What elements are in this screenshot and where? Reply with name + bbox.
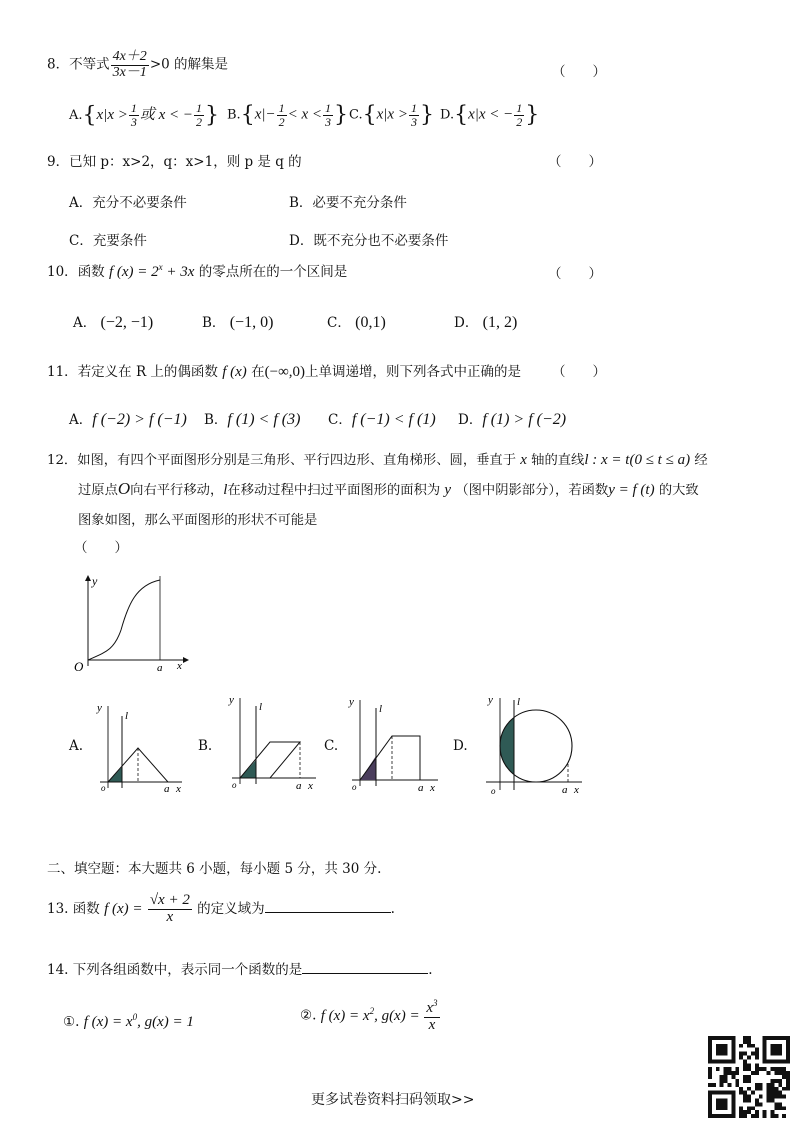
superscript: 0	[132, 1012, 138, 1022]
fraction-denominator: x	[166, 908, 174, 925]
option-letter: B.	[227, 107, 241, 123]
l-label: l	[379, 703, 383, 715]
option-letter: C．	[327, 315, 351, 331]
option-c: C．充要条件	[69, 233, 147, 249]
question-number: 11．	[47, 364, 78, 380]
fraction	[277, 102, 287, 128]
function-expression: f (x) =	[104, 900, 143, 917]
option-letter: A．	[73, 315, 97, 331]
option-c	[328, 408, 436, 429]
x-label: x	[574, 784, 579, 796]
fraction-numerator: 4x＋2	[112, 49, 147, 64]
answer-paren: （ ）	[548, 154, 602, 170]
stem-text: >0 的解集是	[149, 56, 229, 73]
option-letter: D．	[458, 412, 483, 428]
question-number: 13.	[47, 900, 69, 917]
origin-label: o	[491, 786, 496, 796]
function-curve	[88, 580, 160, 660]
q14-item-2	[300, 999, 441, 1034]
question-10-stem	[47, 260, 347, 281]
fraction-numerator: √x + 2	[149, 892, 190, 908]
l-label: l	[125, 710, 129, 722]
question-13	[47, 893, 395, 926]
option-a: A.{x|x > $\frac{1}{3}$ 或 x < − $\frac{1}{2}$ }	[69, 101, 219, 129]
fraction-denominator: 2	[516, 114, 523, 129]
fraction-denominator: 3	[130, 114, 137, 129]
option-letter: A．	[69, 412, 93, 428]
fraction-denominator: 3	[410, 114, 417, 129]
option-d	[454, 311, 517, 332]
fraction	[409, 102, 419, 128]
option-letter: C.	[349, 107, 363, 123]
stem-text: 轴的直线	[531, 453, 585, 468]
section-heading: 二、填空题：本大题共 6 小题，每小题 5 分，共 30 分.	[47, 861, 382, 877]
fraction	[111, 50, 149, 80]
y-label: y	[92, 574, 98, 588]
option-letter: B．	[204, 412, 228, 428]
option-math: (1, 2)	[482, 314, 518, 331]
stem-text: 如图，有四个平面图形分别是三角形、平行四边形、直角梯形、圆，垂直于	[77, 453, 517, 468]
question-number: 8．	[47, 56, 70, 73]
l-label: l	[517, 696, 521, 708]
math-text: y = f (t)	[608, 482, 655, 498]
question-number: 9．	[47, 154, 70, 170]
origin-label: o	[232, 780, 237, 790]
option-b: B.{x|− $\frac{1}{2}$ < x < $\frac{1}{3}$ }	[227, 101, 348, 129]
option-math: x|x >	[96, 106, 128, 123]
x-label: x	[308, 780, 313, 792]
option-math: f (1) > f (−2)	[482, 411, 567, 428]
origin-label: o	[101, 783, 106, 793]
fraction	[424, 999, 439, 1034]
q14-item-1	[63, 1012, 194, 1031]
option-b	[202, 311, 273, 332]
a-label: a	[164, 783, 170, 795]
question-12-line-2	[78, 479, 699, 499]
option-b-letter: B.	[198, 738, 213, 754]
stem-text: 不等式	[69, 56, 110, 73]
option-a-figure	[88, 698, 186, 796]
option-a	[73, 311, 153, 332]
option-c-figure	[340, 692, 444, 796]
option-d-letter: D.	[453, 738, 468, 754]
option-math: < x <	[287, 106, 322, 123]
answer-paren: （ ）	[552, 64, 606, 80]
fraction-numerator	[424, 999, 439, 1018]
l-label: l	[259, 701, 263, 713]
answer-paren: （ ）	[552, 364, 606, 380]
y-label: y	[488, 694, 493, 706]
math-text: f (x) = x	[320, 1007, 370, 1024]
x-label: x	[430, 782, 435, 794]
stem-text: 上单调递增，则下列各式中正确的是	[305, 364, 522, 380]
stem-text: 的大致	[658, 483, 699, 498]
stem-text: （图中阴影部分），若函数	[455, 483, 609, 498]
fraction-denominator: 2	[196, 114, 202, 129]
a-label: a	[562, 784, 568, 796]
option-letter: A.	[69, 107, 83, 123]
question-8-stem	[47, 50, 228, 80]
question-8-options	[69, 102, 219, 128]
option-b-figure	[220, 690, 320, 794]
fraction-numerator: 1	[516, 101, 523, 115]
question-9-stem	[47, 150, 302, 170]
stem-text: 经	[694, 453, 708, 468]
superscript: x	[158, 262, 163, 272]
a-label: a	[418, 782, 424, 794]
option-letter: B．	[202, 315, 226, 331]
function-expression	[109, 264, 194, 280]
fraction-numerator: 1	[196, 101, 202, 115]
math-text: x	[520, 452, 527, 468]
stem-text: 在移动过程中扫过平面图形的面积为	[227, 483, 441, 498]
option-d: D．既不充分也不必要条件	[289, 233, 449, 249]
stem-text: 若定义在 R 上的偶函数	[77, 364, 218, 380]
answer-blank[interactable]	[265, 900, 391, 913]
origin-label: o	[352, 782, 357, 792]
a-label: a	[157, 662, 163, 674]
option-math: (−1, 0)	[229, 314, 274, 331]
math-text: f (x) = 2	[108, 264, 159, 280]
math-text: l	[223, 482, 228, 498]
option-d: D.{x|x < − $\frac{1}{2}$ }	[440, 101, 540, 129]
fraction	[323, 102, 333, 128]
item-math	[84, 1014, 194, 1030]
stem-text: 的零点所在的一个区间是	[198, 264, 348, 280]
superscript: 3	[433, 998, 438, 1008]
option-math: x|x >	[376, 106, 408, 123]
question-12-line-1	[47, 449, 708, 469]
option-letter: D.	[440, 107, 455, 123]
question-number: 14.	[47, 962, 69, 978]
stem-text: 过原点	[78, 483, 118, 498]
math-text: , g(x) = 1	[137, 1014, 194, 1030]
question-11-stem	[47, 360, 521, 381]
qr-code-icon[interactable]	[708, 1036, 790, 1118]
fraction-numerator: 1	[325, 101, 331, 115]
option-c-letter: C.	[324, 738, 339, 754]
option-a-letter: A.	[69, 738, 84, 754]
option-math: f (−1) < f (1)	[351, 411, 436, 428]
interval: (−∞,0)	[264, 364, 306, 380]
item-number: ①.	[63, 1014, 80, 1030]
option-a	[69, 408, 187, 429]
fraction-denominator: 3	[325, 114, 331, 129]
stem-text: 函数	[77, 264, 105, 280]
fraction-denominator: 3x－1	[112, 64, 147, 80]
math-text: y	[444, 482, 452, 498]
q12-function-graph	[66, 570, 196, 674]
answer-blank[interactable]	[302, 961, 428, 974]
option-c	[327, 311, 386, 332]
option-b	[204, 408, 300, 429]
stem-text: 函数	[72, 900, 100, 917]
y-label: y	[229, 694, 234, 706]
x-label: x	[177, 660, 182, 672]
a-label: a	[296, 780, 302, 792]
y-label: y	[349, 696, 354, 708]
option-c: C.{x|x > $\frac{1}{3}$ }	[349, 101, 434, 129]
option-letter: D．	[454, 315, 479, 331]
stem-text: .	[428, 962, 433, 978]
question-12-line-3: 图象如图，那么平面图形的形状不可能是	[78, 513, 318, 528]
option-math: (0,1)	[355, 314, 386, 331]
option-a: A．充分不必要条件	[69, 195, 187, 211]
option-math: 或 x < −	[139, 106, 193, 123]
math-text: l : x = t(0 ≤ t ≤ a)	[584, 452, 691, 468]
option-d-figure	[476, 690, 588, 800]
origin-label: O	[74, 659, 84, 674]
item-number: ②.	[300, 1007, 317, 1024]
fraction	[129, 102, 139, 128]
stem-text: 向右平行移动，	[130, 483, 224, 498]
fraction-denominator: x	[428, 1016, 436, 1033]
option-math: x|−	[254, 106, 276, 123]
option-math: (−2, −1)	[100, 314, 154, 331]
y-label: y	[97, 702, 102, 714]
footer-text[interactable]: 更多试卷资料扫码领取>>	[311, 1092, 475, 1108]
fraction-numerator: 1	[278, 101, 285, 115]
question-number: 10．	[47, 264, 78, 280]
stem-text: .	[390, 900, 395, 917]
stem-text: 下列各组函数中，表示同一个函数的是	[72, 962, 303, 978]
option-math: f (1) < f (3)	[227, 411, 301, 428]
fraction-numerator: 1	[410, 101, 417, 115]
option-letter: C．	[328, 412, 352, 428]
math-text: x	[426, 1000, 434, 1016]
math-text: O	[117, 479, 131, 498]
option-math: f (−2) > f (−1)	[92, 411, 187, 428]
function-expression: f (x)	[222, 364, 247, 380]
item-math	[320, 998, 441, 1033]
question-number: 12．	[47, 453, 78, 468]
fraction	[148, 893, 192, 926]
stem-text: 在	[251, 364, 265, 380]
option-d	[458, 408, 566, 429]
answer-paren: （ ）	[74, 540, 128, 556]
stem-text: 已知 p：x>2，q：x>1，则 p 是 q 的	[69, 154, 302, 170]
fraction	[514, 102, 524, 128]
fraction-numerator: 1	[130, 101, 137, 115]
question-14	[47, 958, 433, 978]
fraction	[194, 102, 204, 128]
x-label: x	[176, 783, 181, 795]
superscript: 2	[369, 1005, 375, 1016]
math-text: + 3x	[162, 264, 195, 280]
option-b: B．必要不充分条件	[289, 195, 407, 211]
fraction-denominator: 2	[278, 114, 285, 129]
option-math: x|x < −	[468, 106, 514, 123]
stem-text: 的定义域为	[197, 900, 265, 917]
answer-paren: （ ）	[548, 266, 602, 282]
math-text: , g(x) =	[374, 1007, 420, 1024]
math-text: f (x) = x	[83, 1014, 133, 1030]
